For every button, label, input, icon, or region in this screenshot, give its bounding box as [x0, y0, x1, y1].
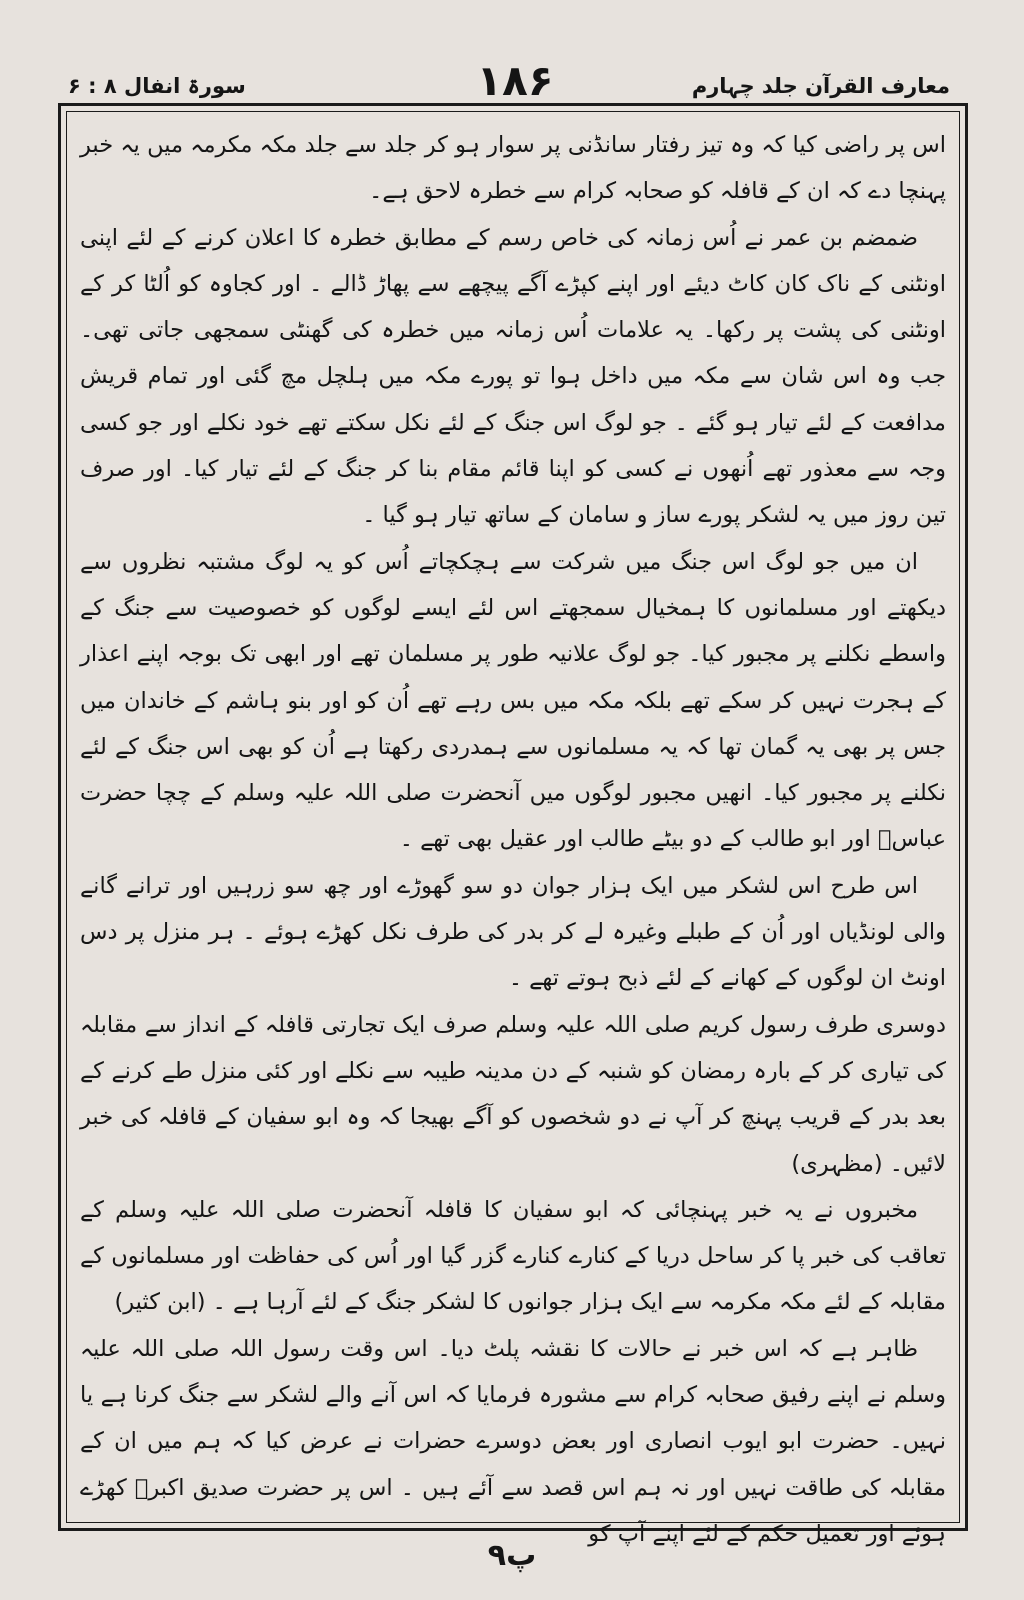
page-number: ۱۸۶: [476, 56, 554, 105]
surah-reference: سورۃ انفال ۸ : ۶: [68, 74, 246, 98]
paragraph-7: ظاہر ہے کہ اس خبر نے حالات کا نقشہ پلٹ دیا۔ اس وقت رسول اللہ صلی اللہ علیہ وسلم نے اپنے رفیق صحابہ کرام سے مشورہ فرمایا کہ اس آنے والے لشکر سے جنگ کرنا ہے یا نہیں۔ حضرت ابو ایوب انصاری اور بعض دوسرے حضرات نے عرض کیا کہ ہم میں ان کے مقابلہ کی طاقت نہیں اور نہ ہم اس قصد سے آئے ہیں ۔ اس پر حضرت صدیق اکبرؓ کھڑے ہوئے اور تعمیل حکم کے لئے اپنے آپ کو: [80, 1335, 946, 1547]
paragraph-3: ان میں جو لوگ اس جنگ میں شرکت سے ہچکچاتے اُس کو یہ لوگ مشتبہ نظروں سے دیکھتے اور مسلمانوں کا ہمخیال سمجھتے اس لئے ایسے لوگوں کو خصوصیت سے جنگ کے واسطے نکلنے پر مجبور کیا۔ جو لوگ علانیہ طور پر مسلمان تھے اور ابھی تک بوجہ اپنے اعذار کے ہجرت نہیں کر سکے تھے بلکہ مکہ میں بس رہے تھے اُن کو اور بنو ہاشم کے خاندان میں جس پر بھی یہ گمان تھا کہ یہ مسلمانوں سے ہمدردی رکھتا ہے اُن کو بھی اس جنگ کے لئے نکلنے پر مجبور کیا۔ انھیں مجبور لوگوں میں آنحضرت صلی اللہ علیہ وسلم کے چچا حضرت عباسؓ اور ابو طالب کے دو بیٹے طالب اور عقیل بھی تھے ۔: [80, 548, 946, 853]
paragraph-1: اس پر راضی کیا کہ وہ تیز رفتار سانڈنی پر سوار ہو کر جلد سے جلد مکہ مکرمہ میں یہ خبر پہنچا دے کہ ان کے قافلہ کو صحابہ کرام سے خطرہ لاحق ہے۔: [80, 132, 946, 205]
paragraph-5: دوسری طرف رسول کریم صلی اللہ علیہ وسلم صرف ایک تجارتی قافلہ کے انداز سے مقابلہ کی تیاری کر کے بارہ رمضان کو شنبہ کے دن مدینہ طیبہ سے نکلے اور کئی منزل طے کرنے کے بعد بدر کے قریب پہنچ کر آپ نے دو شخصوں کو آگے بھیجا کہ وہ ابو سفیان کے قافلہ کی خبر لائیں۔ (مظہری): [80, 1011, 946, 1177]
main-text: [80, 122, 946, 1547]
paragraph-2: ضمضم بن عمر نے اُس زمانہ کی خاص رسم کے مطابق خطرہ کا اعلان کرنے کے لئے اپنی اونٹنی کے ناک کان کاٹ دیئے اور اپنے کپڑے آگے پیچھے سے پھاڑ ڈالے ۔ اور کجاوہ کو اُلٹا کر کے اونٹنی کی پشت پر رکھا۔ یہ علامات اُس زمانہ میں خطرہ کی گھنٹی سمجھی جاتی تھی۔ جب وہ اس شان سے مکہ میں داخل ہوا تو پورے مکہ میں ہلچل مچ گئی اور تمام قریش مدافعت کے لئے تیار ہو گئے ۔ جو لوگ اس جنگ کے لئے نکل سکتے تھے خود نکلے اور جو کسی وجہ سے معذور تھے اُنھوں نے کسی کو اپنا قائم مقام بنا کر جنگ کے لئے تیار کیا۔ اور صرف تین روز میں یہ لشکر پورے ساز و سامان کے ساتھ تیار ہو گیا ۔: [80, 224, 946, 529]
running-header: [60, 54, 970, 104]
book-title: معارف القرآن جلد چہارم: [691, 74, 950, 98]
signature-mark: ۹پ: [487, 1538, 537, 1573]
paragraph-4: اس طرح اس لشکر میں ایک ہزار جوان دو سو گھوڑے اور چھ سو زرہیں اور ترانے گانے والی لونڈیاں اور اُن کے طبلے وغیرہ لے کر بدر کی طرف نکل کھڑے ہوئے ۔ ہر منزل پر دس اونٹ ان لوگوں کے کھانے کے لئے ذبح ہوتے تھے ۔: [80, 872, 946, 992]
paragraph-6: مخبروں نے یہ خبر پہنچائی کہ ابو سفیان کا قافلہ آنحضرت صلی اللہ علیہ وسلم کے تعاقب کی خبر پا کر ساحل دریا کے کنارے کنارے گزر گیا اور اُس کی حفاظت اور مسلمانوں کے مقابلہ کے لئے مکہ مکرمہ سے ایک ہزار جوانوں کا لشکر جنگ کے لئے آرہا ہے ۔ (ابن کثیر): [80, 1196, 946, 1316]
